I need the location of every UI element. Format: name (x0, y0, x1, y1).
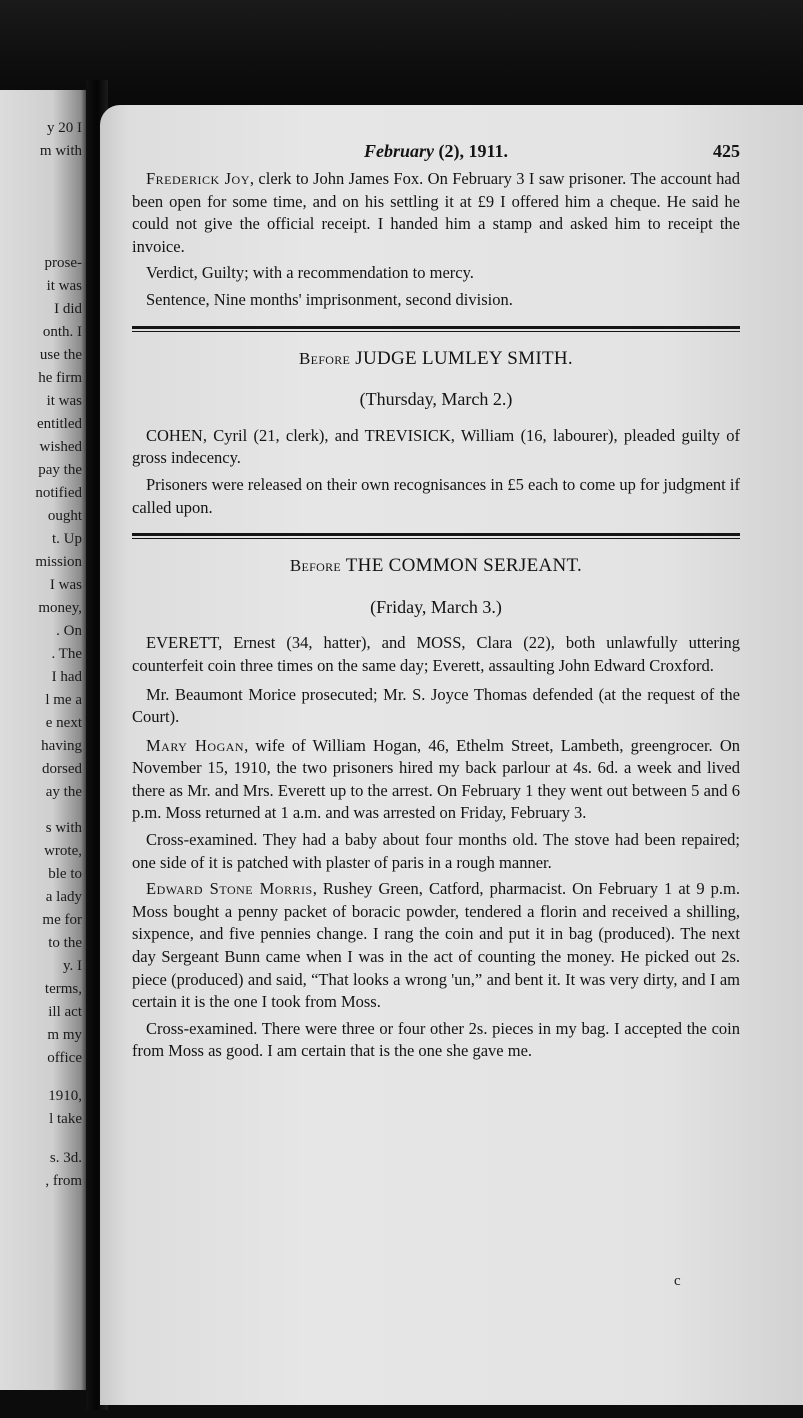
cross-examination: Cross-examined. They had a baby about four months old. The stove had been repaired; one side of it is patched with plaster of paris in a rough manner. (132, 830, 740, 872)
sentence: Sentence, Nine months' imprisonment, second division. (146, 289, 513, 309)
before-label: Before (299, 348, 351, 368)
left-page-fragment: onth. I (42, 324, 82, 340)
witness-name: Frederick Joy (146, 169, 250, 188)
book-page (100, 105, 803, 1405)
left-page-fragment: mission (35, 554, 82, 570)
left-page-fragment: office (47, 1050, 82, 1066)
judge-heading (132, 555, 740, 578)
before-label: Before (289, 556, 342, 576)
left-page-fragment: y 20 I (47, 120, 82, 136)
witness-testimony: , Rushey Green, Catford, pharmacist. On February 1 at 9 p.m. Moss bought a penny packet of boracic powder, tendered a florin and received a shilling, sixpence, and five pennies change. I rang the coin and put it in bag (produced). The next day Sergeant Bunn came when I was in the act of counting the money. He picked out 2s. piece (produced) and said, “That looks a wrong 'un,” and bent it. It was very dirty, and I am certain it is the one I took from Moss. (132, 879, 741, 1012)
left-page-fragment: ill act (48, 1004, 82, 1020)
left-page-fragment: money, (38, 600, 82, 616)
left-page-fragment: me for (42, 912, 82, 928)
section-divider (132, 533, 740, 539)
running-header (132, 140, 740, 168)
left-page-fragment: he firm (38, 370, 82, 386)
scan-background (0, 0, 803, 110)
left-page-fragment: ought (47, 508, 82, 524)
left-page-fragment: a lady (45, 889, 82, 905)
left-page-fragment: I had (51, 669, 82, 685)
left-page-fragment: ble to (48, 866, 82, 882)
left-page-fragment: to the (48, 935, 82, 951)
left-page-fragment: m my (47, 1027, 82, 1043)
judge-name: JUDGE LUMLEY SMITH. (355, 347, 573, 369)
page-number: 425 (713, 141, 740, 161)
left-page-fragment: wished (39, 439, 82, 455)
witness-name: Edward Stone Morris (146, 879, 313, 899)
left-page-fragment: t. Up (52, 531, 82, 547)
hearing-date: (Friday, March 3.) (370, 596, 502, 617)
left-page-fragment: . On (56, 623, 82, 639)
witness-statement-hogan (132, 735, 740, 825)
judge-heading (132, 348, 740, 371)
left-page-fragment: y. I (62, 958, 82, 974)
left-page-fragment: dorsed (42, 761, 82, 777)
case-summary: EVERETT, Ernest (34, hatter), and MOSS, Clara (22), both unlawfully uttering counterfeit coin three times on the same day; Everett, assaulting John Edward Croxford. (132, 633, 740, 675)
left-page-fragment: I was (49, 577, 82, 593)
left-page-fragment: I did (54, 301, 82, 317)
witness-testimony: , clerk to John James Fox. On February 3 I saw prisoner. The account had been open for some time, and on his settling it at £9 I offered him a cheque. He said he could not give the official receipt. I handed him a stamp and asked him to receipt the invoice. (132, 169, 740, 256)
left-page-fragment: use the (39, 347, 82, 363)
page-content (132, 140, 740, 1063)
case-summary: COHEN, Cyril (21, clerk), and TREVISICK, William (16, labourer), pleaded guilty of gross indecency. (132, 425, 740, 468)
left-page-fragment: having (41, 738, 82, 754)
witness-statement-morris (132, 878, 740, 1014)
page-title: February (2), 1911. (363, 141, 508, 161)
left-page-fragment: m with (39, 143, 82, 159)
left-page-fragment: pay the (38, 462, 82, 478)
left-page-fragment: l me a (45, 692, 82, 708)
signature-mark: c (674, 1273, 681, 1289)
section-divider (132, 326, 740, 332)
left-page-fragment: s with (45, 820, 82, 836)
previous-page-edge (0, 90, 88, 1390)
left-page-fragment: 1910, (48, 1088, 82, 1104)
left-page-fragment: prose- (44, 255, 82, 271)
case-outcome: Prisoners were released on their own recognisances in £5 each to come up for judgment if called upon. (132, 474, 740, 517)
counsel-note: Mr. Beaumont Morice prosecuted; Mr. S. Joyce Thomas defended (at the request of the Court). (132, 684, 740, 727)
left-page-fragment: notified (35, 485, 82, 501)
witness-statement-joy (132, 168, 740, 258)
left-page-fragment: , from (45, 1173, 82, 1189)
judge-name: THE COMMON SERJEANT. (345, 555, 583, 577)
left-page-fragment: l take (49, 1111, 82, 1127)
left-page-fragment: e next (45, 715, 82, 731)
left-page-fragment: entitled (37, 416, 82, 432)
verdict: Verdict, Guilty; with a recommendation to mercy. (146, 263, 474, 283)
witness-testimony: , wife of William Hogan, 46, Ethelm Street, Lambeth, greengrocer. On November 15, 1910, the two prisoners hired my back parlour at 4s. 6d. a week and lived there as Mr. and Mrs. Everett up to the arrest. On February 1 they went out between 5 and 6 p.m. Moss returned at 1 a.m. and was arrested on Friday, February 3. (132, 735, 740, 823)
hearing-date: (Thursday, March 2.) (359, 389, 513, 410)
left-page-fragment: s. 3d. (49, 1150, 82, 1166)
left-page-fragment: wrote, (44, 843, 82, 859)
left-page-fragment: it was (46, 393, 82, 409)
left-page-fragment: ay the (45, 784, 82, 800)
left-page-fragment: . The (51, 646, 82, 662)
cross-examination: Cross-examined. There were three or four other 2s. pieces in my bag. I accepted the coin from Moss as good. I am certain that is the one she gave me. (132, 1018, 740, 1061)
witness-name: Mary Hogan (146, 735, 245, 755)
left-page-fragment: it was (46, 278, 82, 294)
left-page-fragment: terms, (44, 981, 82, 997)
